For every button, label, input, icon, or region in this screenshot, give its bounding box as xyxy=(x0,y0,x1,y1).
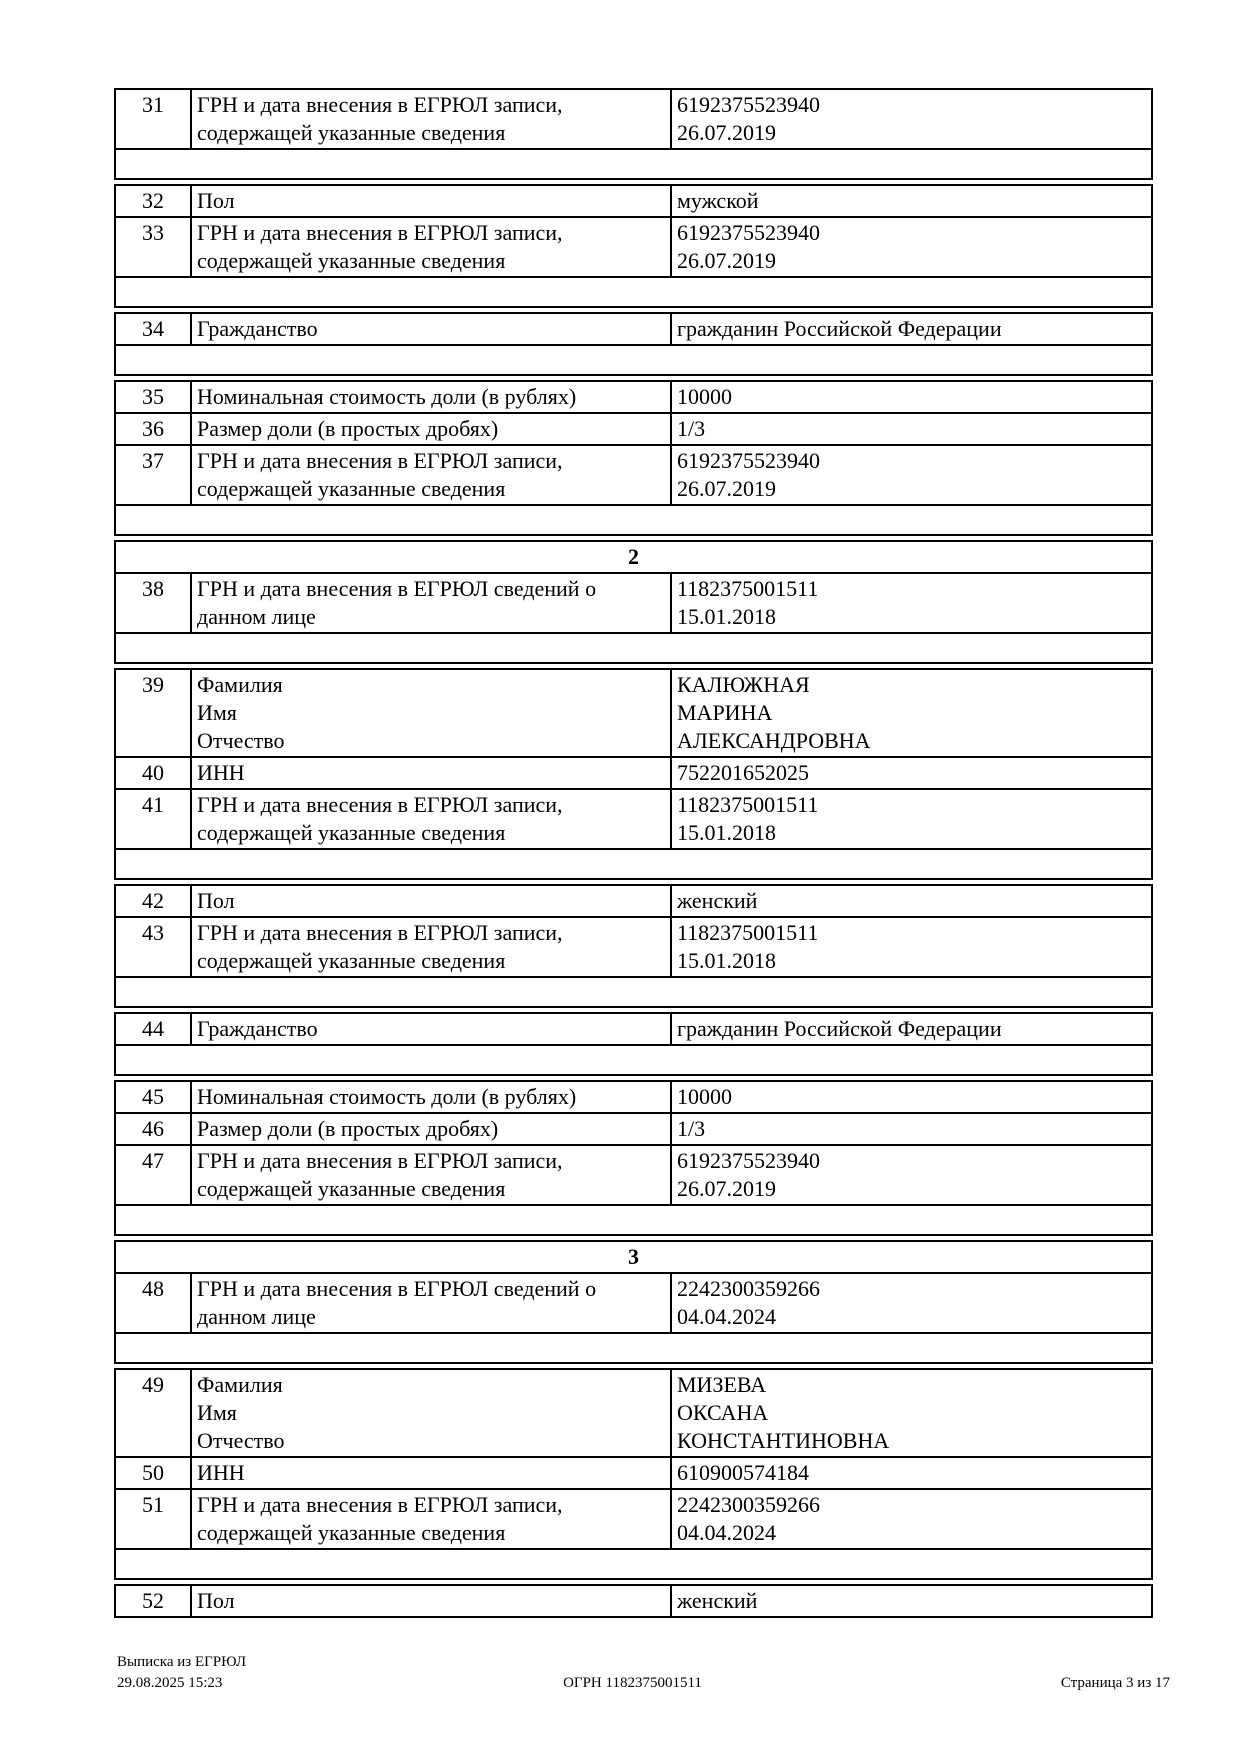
field-value-line: гражданин Российской Федерации xyxy=(677,1016,1002,1041)
row-number-cell: 31 xyxy=(115,89,191,149)
table-row xyxy=(115,445,1152,505)
field-value-cell xyxy=(671,313,1152,345)
field-value-line: МАРИНА xyxy=(677,700,773,725)
field-value-cell xyxy=(671,185,1152,217)
field-value-line: КАЛЮЖНАЯ xyxy=(677,672,810,697)
table-row xyxy=(115,413,1152,445)
field-label-cell xyxy=(191,217,671,277)
field-value-line: МИЗЕВА xyxy=(677,1372,767,1397)
row-number-cell: 49 xyxy=(115,1369,191,1457)
row-number-cell: 40 xyxy=(115,757,191,789)
row-number-cell: 42 xyxy=(115,885,191,917)
table-row xyxy=(115,757,1152,789)
field-label-cell xyxy=(191,1145,671,1205)
table-block xyxy=(114,312,1153,376)
field-label-cell xyxy=(191,413,671,445)
section-number-row xyxy=(115,541,1152,573)
field-label-line: ГРН и дата внесения в ЕГРЮЛ записи, xyxy=(197,920,563,945)
field-value-cell xyxy=(671,573,1152,633)
field-label-cell xyxy=(191,185,671,217)
field-value-line: 6192375523940 xyxy=(677,220,820,245)
table-row xyxy=(115,1489,1152,1549)
field-value-line: 04.04.2024 xyxy=(677,1304,776,1329)
row-number-cell: 37 xyxy=(115,445,191,505)
field-value-line: ОКСАНА xyxy=(677,1400,769,1425)
field-label-cell xyxy=(191,917,671,977)
field-label-line: ГРН и дата внесения в ЕГРЮЛ записи, xyxy=(197,1148,563,1173)
row-number-cell: 50 xyxy=(115,1457,191,1489)
field-value-line: 6192375523940 xyxy=(677,92,820,117)
field-label-cell xyxy=(191,1369,671,1457)
field-value-line: 2242300359266 xyxy=(677,1276,820,1301)
field-label-line: данном лице xyxy=(197,1304,316,1329)
table-block xyxy=(114,668,1153,880)
field-value-line: 1/3 xyxy=(677,1116,706,1141)
field-value-cell xyxy=(671,1489,1152,1549)
table-row xyxy=(115,669,1152,757)
table-row xyxy=(115,1013,1152,1045)
row-number-cell: 46 xyxy=(115,1113,191,1145)
table-block xyxy=(114,88,1153,180)
field-label-cell xyxy=(191,573,671,633)
table-row xyxy=(115,217,1152,277)
field-value-cell xyxy=(671,669,1152,757)
field-label-line: Пол xyxy=(197,188,235,213)
field-label-line: ИНН xyxy=(197,760,245,785)
field-label-cell xyxy=(191,445,671,505)
field-value-line: 1182375001511 xyxy=(677,576,819,601)
field-label-line: Номинальная стоимость доли (в рублях) xyxy=(197,384,577,409)
field-value-line: 15.01.2018 xyxy=(677,948,776,973)
table-block xyxy=(114,1012,1153,1076)
footer-datetime: 29.08.2025 15:23 xyxy=(117,1675,223,1691)
field-label-line: Отчество xyxy=(197,728,285,753)
field-value-cell xyxy=(671,217,1152,277)
spacer-cell xyxy=(115,1205,1152,1235)
table-row xyxy=(115,1081,1152,1113)
row-number-cell: 52 xyxy=(115,1585,191,1617)
row-number-cell: 43 xyxy=(115,917,191,977)
field-label-line: Фамилия xyxy=(197,672,283,697)
field-value-line: 15.01.2018 xyxy=(677,820,776,845)
table-row xyxy=(115,381,1152,413)
field-label-cell xyxy=(191,1273,671,1333)
spacer-cell xyxy=(115,977,1152,1007)
table-row xyxy=(115,1145,1152,1205)
footer-ogrn: ОГРН 1182375001511 xyxy=(563,1675,702,1691)
field-value-line: 610900574184 xyxy=(677,1460,809,1485)
footer-page-number: Страница 3 из 17 xyxy=(1060,1675,1170,1691)
table-row xyxy=(115,573,1152,633)
field-value-cell xyxy=(671,885,1152,917)
row-number-cell: 51 xyxy=(115,1489,191,1549)
field-value-cell xyxy=(671,789,1152,849)
table-row xyxy=(115,1457,1152,1489)
row-number-cell: 33 xyxy=(115,217,191,277)
field-label-line: ГРН и дата внесения в ЕГРЮЛ записи, xyxy=(197,792,563,817)
table-block xyxy=(114,1584,1153,1618)
spacer-cell xyxy=(115,149,1152,179)
table-row xyxy=(115,1369,1152,1457)
field-label-line: ГРН и дата внесения в ЕГРЮЛ записи, xyxy=(197,92,563,117)
field-value-cell xyxy=(671,1081,1152,1113)
field-value-line: 10000 xyxy=(677,1084,732,1109)
field-value-cell xyxy=(671,413,1152,445)
field-value-cell xyxy=(671,1457,1152,1489)
table-block xyxy=(114,184,1153,308)
field-label-line: Гражданство xyxy=(197,316,318,341)
spacer-row xyxy=(115,1205,1152,1235)
table-row xyxy=(115,1585,1152,1617)
table-row xyxy=(115,1113,1152,1145)
spacer-row xyxy=(115,633,1152,663)
field-label-cell xyxy=(191,1081,671,1113)
spacer-row xyxy=(115,977,1152,1007)
field-value-line: 1182375001511 xyxy=(677,792,819,817)
field-value-line: 6192375523940 xyxy=(677,1148,820,1173)
table-row xyxy=(115,185,1152,217)
field-value-line: 10000 xyxy=(677,384,732,409)
field-label-line: данном лице xyxy=(197,604,316,629)
field-label-line: ГРН и дата внесения в ЕГРЮЛ записи, xyxy=(197,220,563,245)
field-label-line: содержащей указанные сведения xyxy=(197,948,506,973)
field-label-line: Пол xyxy=(197,1588,235,1613)
spacer-cell xyxy=(115,277,1152,307)
field-label-line: ГРН и дата внесения в ЕГРЮЛ записи, xyxy=(197,1492,563,1517)
row-number-cell: 36 xyxy=(115,413,191,445)
spacer-row xyxy=(115,1549,1152,1579)
field-label-line: ИНН xyxy=(197,1460,245,1485)
row-number-cell: 35 xyxy=(115,381,191,413)
egrul-table xyxy=(114,88,1151,1622)
row-number-cell: 38 xyxy=(115,573,191,633)
field-value-cell xyxy=(671,1585,1152,1617)
field-label-line: Фамилия xyxy=(197,1372,283,1397)
field-value-cell xyxy=(671,1273,1152,1333)
spacer-row xyxy=(115,149,1152,179)
section-number: 2 xyxy=(115,541,1152,573)
table-block xyxy=(114,380,1153,536)
row-number-cell: 39 xyxy=(115,669,191,757)
row-number-cell: 48 xyxy=(115,1273,191,1333)
field-label-line: ГРН и дата внесения в ЕГРЮЛ записи, xyxy=(197,448,563,473)
table-block xyxy=(114,884,1153,1008)
field-label-cell xyxy=(191,789,671,849)
field-label-line: Имя xyxy=(197,700,237,725)
field-label-cell xyxy=(191,757,671,789)
field-label-line: Имя xyxy=(197,1400,237,1425)
spacer-cell xyxy=(115,505,1152,535)
field-value-cell xyxy=(671,381,1152,413)
spacer-row xyxy=(115,1045,1152,1075)
field-value-line: мужской xyxy=(677,188,759,213)
field-value-line: КОНСТАНТИНОВНА xyxy=(677,1428,890,1453)
field-label-cell xyxy=(191,1489,671,1549)
spacer-cell xyxy=(115,1549,1152,1579)
field-label-cell xyxy=(191,669,671,757)
spacer-row xyxy=(115,345,1152,375)
table-block xyxy=(114,1368,1153,1580)
spacer-row xyxy=(115,1333,1152,1363)
field-value-line: женский xyxy=(677,888,758,913)
field-label-cell xyxy=(191,381,671,413)
field-value-line: женский xyxy=(677,1588,758,1613)
field-label-cell xyxy=(191,313,671,345)
field-value-cell xyxy=(671,917,1152,977)
field-label-line: ГРН и дата внесения в ЕГРЮЛ сведений о xyxy=(197,1276,597,1301)
field-label-line: содержащей указанные сведения xyxy=(197,120,506,145)
field-value-line: 15.01.2018 xyxy=(677,604,776,629)
field-label-line: содержащей указанные сведения xyxy=(197,820,506,845)
field-value-line: 26.07.2019 xyxy=(677,1176,776,1201)
field-label-cell xyxy=(191,1013,671,1045)
field-label-line: Гражданство xyxy=(197,1016,318,1041)
spacer-row xyxy=(115,277,1152,307)
table-row xyxy=(115,89,1152,149)
field-label-line: содержащей указанные сведения xyxy=(197,476,506,501)
field-value-line: гражданин Российской Федерации xyxy=(677,316,1002,341)
field-label-line: Пол xyxy=(197,888,235,913)
field-label-line: содержащей указанные сведения xyxy=(197,1176,506,1201)
field-label-line: содержащей указанные сведения xyxy=(197,248,506,273)
section-number-row xyxy=(115,1241,1152,1273)
row-number-cell: 34 xyxy=(115,313,191,345)
spacer-row xyxy=(115,849,1152,879)
field-value-cell xyxy=(671,1013,1152,1045)
field-value-line: 26.07.2019 xyxy=(677,476,776,501)
spacer-row xyxy=(115,505,1152,535)
field-value-line: 752201652025 xyxy=(677,760,809,785)
field-value-cell xyxy=(671,1369,1152,1457)
field-value-cell xyxy=(671,1113,1152,1145)
row-number-cell: 44 xyxy=(115,1013,191,1045)
table-row xyxy=(115,313,1152,345)
spacer-cell xyxy=(115,1333,1152,1363)
field-value-cell xyxy=(671,1145,1152,1205)
field-label-cell xyxy=(191,89,671,149)
field-value-cell xyxy=(671,445,1152,505)
row-number-cell: 45 xyxy=(115,1081,191,1113)
row-number-cell: 47 xyxy=(115,1145,191,1205)
spacer-cell xyxy=(115,633,1152,663)
section-number: 3 xyxy=(115,1241,1152,1273)
table-row xyxy=(115,789,1152,849)
footer-doc-type: Выписка из ЕГРЮЛ xyxy=(117,1654,246,1670)
field-value-cell xyxy=(671,757,1152,789)
field-label-line: Отчество xyxy=(197,1428,285,1453)
field-value-line: 26.07.2019 xyxy=(677,120,776,145)
table-row xyxy=(115,1273,1152,1333)
spacer-cell xyxy=(115,345,1152,375)
field-value-line: 1/3 xyxy=(677,416,706,441)
row-number-cell: 41 xyxy=(115,789,191,849)
field-label-line: содержащей указанные сведения xyxy=(197,1520,506,1545)
field-value-line: АЛЕКСАНДРОВНА xyxy=(677,728,871,753)
table-block xyxy=(114,1080,1153,1236)
field-label-cell xyxy=(191,1585,671,1617)
field-value-line: 04.04.2024 xyxy=(677,1520,776,1545)
field-label-line: Размер доли (в простых дробях) xyxy=(197,416,499,441)
table-row xyxy=(115,917,1152,977)
field-label-line: Номинальная стоимость доли (в рублях) xyxy=(197,1084,577,1109)
table-block xyxy=(114,540,1153,664)
field-label-cell xyxy=(191,885,671,917)
row-number-cell: 32 xyxy=(115,185,191,217)
field-value-line: 26.07.2019 xyxy=(677,248,776,273)
spacer-cell xyxy=(115,1045,1152,1075)
field-label-line: Размер доли (в простых дробях) xyxy=(197,1116,499,1141)
field-label-cell xyxy=(191,1457,671,1489)
field-value-line: 1182375001511 xyxy=(677,920,819,945)
table-row xyxy=(115,885,1152,917)
field-label-line: ГРН и дата внесения в ЕГРЮЛ сведений о xyxy=(197,576,597,601)
field-value-line: 2242300359266 xyxy=(677,1492,820,1517)
table-block xyxy=(114,1240,1153,1364)
field-value-line: 6192375523940 xyxy=(677,448,820,473)
field-label-cell xyxy=(191,1113,671,1145)
field-value-cell xyxy=(671,89,1152,149)
spacer-cell xyxy=(115,849,1152,879)
